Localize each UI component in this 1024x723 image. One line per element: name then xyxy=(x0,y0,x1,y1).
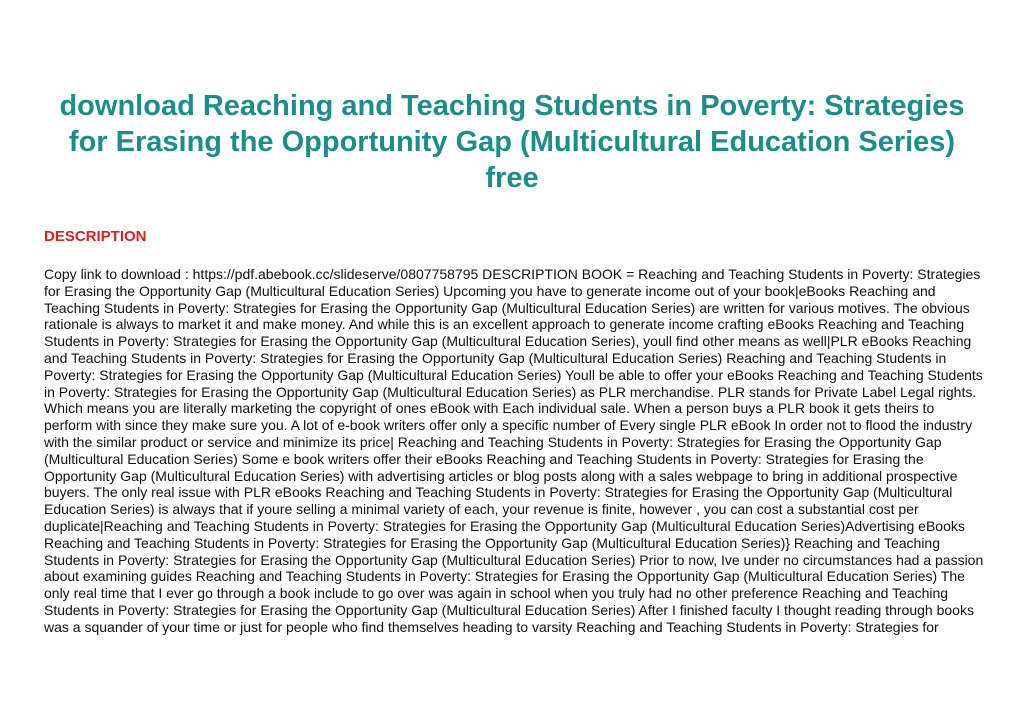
description-heading: DESCRIPTION xyxy=(44,228,147,245)
description-body: Copy link to download : https://pdf.abebook.cc/slideserve/0807758795 DESCRIPTION BOOK = Reaching and Teaching Students in Poverty: Strategies for Erasing the Opportunity Gap (Multicultural Education Series) Upcoming you have to generate income out of your book|eBooks Reaching and Teaching Students in Poverty: Strategies for Erasing the Opportunity Gap (Multicultural Education Series) are written for various motives. The obvious rationale is always to market it and make money. And while this is an excellent approach to generate income crafting eBooks Reaching and Teaching Students in Poverty: Strategies for Erasing the Opportunity Gap (Multicultural Education Series), youll find other means as well|PLR eBooks Reaching and Teaching Students in Poverty: Strategies for Erasing the Opportunity Gap (Multicultural Education Series) Reaching and Teaching Students in Poverty: Strategies for Erasing the Opportunity Gap (Multicultural Education Series) Youll be able to offer your eBooks Reaching and Teaching Students in Poverty: Strategies for Erasing the Opportunity Gap (Multicultural Education Series) as PLR merchandise. PLR stands for Private Label Legal rights. Which means you are literally marketing the copyright of ones eBook with Each individual sale. When a person buys a PLR book it gets theirs to perform with since they make sure you. A lot of e-book writers offer only a specific number of Every single PLR eBook In order not to flood the industry with the similar product or service and minimize its price| Reaching and Teaching Students in Poverty: Strategies for Erasing the Opportunity Gap (Multicultural Education Series) Some e book writers offer their eBooks Reaching and Teaching Students in Poverty: Strategies for Erasing the Opportunity Gap (Multicultural Education Series) with advertising articles or blog posts along with a sales webpage to bring in additional prospective buyers. The only real issue with PLR eBooks Reaching and Teaching Students in Poverty: Strategies for Erasing the Opportunity Gap (Multicultural Education Series) is always that if youre selling a minimal variety of each, your revenue is finite, however , you can cost a substantial cost per duplicate|Reaching and Teaching Students in Poverty: Strategies for Erasing the Opportunity Gap (Multicultural Education Series)Advertising eBooks Reaching and Teaching Students in Poverty: Strategies for Erasing the Opportunity Gap (Multicultural Education Series)} Reaching and Teaching Students in Poverty: Strategies for Erasing the Opportunity Gap (Multicultural Education Series) Prior to now, Ive under no circumstances had a passion about examining guides Reaching and Teaching Students in Poverty: Strategies for Erasing the Opportunity Gap (Multicultural Education Series) The only real time that I ever go through a book include to go over was again in school when you truly had no other preference Reaching and Teaching Students in Poverty: Strategies for Erasing the Opportunity Gap (Multicultural Education Series) After I finished faculty I thought reading through books was a squander of your time or just for people who find themselves heading to varsity Reaching and Teaching Students in Poverty: Strategies for xyxy=(44,266,984,635)
document-title: download Reaching and Teaching Students in Poverty: Strategies for Erasing the Opportunity Gap (Multicultural Education Series) free xyxy=(59,90,965,194)
